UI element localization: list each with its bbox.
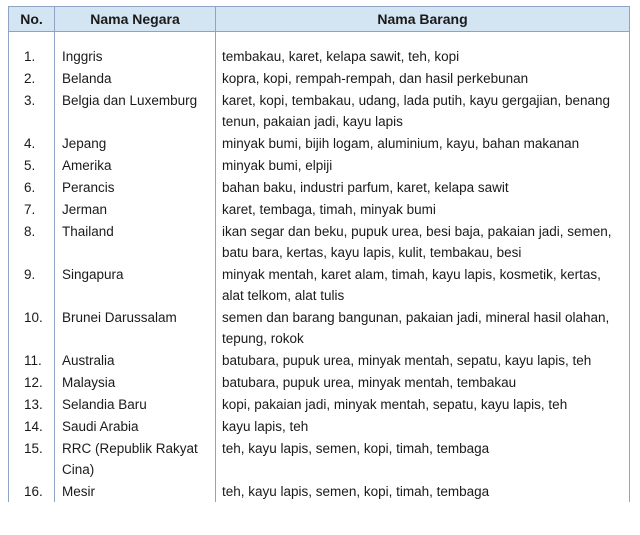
- cell-no: 6.: [24, 180, 36, 195]
- cell-nama-barang: ikan segar dan beku, pupuk urea, besi baja, pakaian jadi, semen, batu bara, kertas, kayu lapis, kulit, tembakau, besi: [222, 224, 612, 260]
- cell-no: 4.: [24, 136, 36, 151]
- cell-no: 3.: [24, 93, 36, 108]
- cell-nama-negara: Singapura: [62, 267, 124, 282]
- table-row: [9, 481, 629, 502]
- cell-nama-barang: semen dan barang bangunan, pakaian jadi, mineral hasil olahan, tepung, rokok: [222, 310, 610, 346]
- cell-nama-negara: Jepang: [62, 136, 107, 151]
- cell-nama-negara: Jerman: [62, 202, 108, 217]
- cell-no: 5.: [24, 158, 36, 173]
- cell-no: 16.: [24, 484, 43, 499]
- table-row: [9, 221, 629, 263]
- table-body: [9, 32, 629, 502]
- cell-no: 9.: [24, 267, 36, 282]
- table-row: [9, 155, 629, 176]
- cell-nama-barang: batubara, pupuk urea, minyak mentah, sepatu, kayu lapis, teh: [222, 353, 592, 368]
- cell-nama-negara: Australia: [62, 353, 115, 368]
- table-row: [9, 90, 629, 132]
- export-table: [8, 6, 630, 502]
- cell-no: 2.: [24, 71, 36, 86]
- cell-nama-barang: kopi, pakaian jadi, minyak mentah, sepatu, kayu lapis, teh: [222, 397, 568, 412]
- header-no: No.: [9, 7, 55, 31]
- cell-no: 15.: [24, 441, 43, 456]
- cell-no: 13.: [24, 397, 43, 412]
- cell-nama-barang: tembakau, karet, kelapa sawit, teh, kopi: [222, 49, 460, 64]
- cell-nama-negara: Inggris: [62, 49, 103, 64]
- table-rows: [9, 46, 629, 502]
- cell-nama-barang: batubara, pupuk urea, minyak mentah, tembakau: [222, 375, 517, 390]
- cell-no: 1.: [24, 49, 36, 64]
- cell-nama-negara: Belgia dan Luxemburg: [62, 93, 198, 108]
- table-row: [9, 264, 629, 306]
- cell-nama-negara: Brunei Darussalam: [62, 310, 177, 325]
- cell-nama-barang: kopra, kopi, rempah-rempah, dan hasil perkebunan: [222, 71, 529, 86]
- cell-no: 7.: [24, 202, 36, 217]
- cell-nama-barang: minyak bumi, bijih logam, aluminium, kayu, bahan makanan: [222, 136, 580, 151]
- table-row: [9, 350, 629, 371]
- cell-no: 10.: [24, 310, 43, 325]
- cell-nama-barang: karet, kopi, tembakau, udang, lada putih, kayu gergajian, benang tenun, pakaian jadi, kayu lapis: [222, 93, 611, 129]
- cell-nama-barang: kayu lapis, teh: [222, 419, 309, 434]
- table-row: [9, 68, 629, 89]
- cell-nama-negara: Thailand: [62, 224, 114, 239]
- table-row: [9, 46, 629, 67]
- cell-nama-negara: Malaysia: [62, 375, 116, 390]
- cell-nama-barang: bahan baku, industri parfum, karet, kelapa sawit: [222, 180, 509, 195]
- header-nama-negara: Nama Negara: [55, 7, 216, 31]
- table-row: [9, 394, 629, 415]
- table-row: [9, 177, 629, 198]
- cell-nama-barang: teh, kayu lapis, semen, kopi, timah, tembaga: [222, 484, 490, 499]
- table-row: [9, 372, 629, 393]
- table-header: [9, 6, 629, 32]
- cell-nama-barang: minyak bumi, elpiji: [222, 158, 333, 173]
- cell-nama-negara: RRC (Republik Rakyat Cina): [62, 441, 198, 477]
- cell-no: 11.: [24, 353, 42, 368]
- cell-no: 12.: [24, 375, 43, 390]
- cell-nama-negara: Saudi Arabia: [62, 419, 139, 434]
- table-row: [9, 307, 629, 349]
- cell-nama-negara: Mesir: [62, 484, 95, 499]
- cell-nama-barang: teh, kayu lapis, semen, kopi, timah, tembaga: [222, 441, 490, 456]
- cell-nama-barang: minyak mentah, karet alam, timah, kayu lapis, kosmetik, kertas, alat telkom, alat tulis: [222, 267, 601, 303]
- table-row: [9, 133, 629, 154]
- table-row: [9, 199, 629, 220]
- cell-nama-negara: Selandia Baru: [62, 397, 147, 412]
- cell-nama-negara: Amerika: [62, 158, 112, 173]
- cell-no: 14.: [24, 419, 43, 434]
- cell-nama-barang: karet, tembaga, timah, minyak bumi: [222, 202, 436, 217]
- cell-nama-negara: Perancis: [62, 180, 115, 195]
- cell-nama-negara: Belanda: [62, 71, 112, 86]
- cell-no: 8.: [24, 224, 36, 239]
- header-nama-barang: Nama Barang: [377, 11, 468, 27]
- table-row: [9, 416, 629, 437]
- table-row: [9, 438, 629, 480]
